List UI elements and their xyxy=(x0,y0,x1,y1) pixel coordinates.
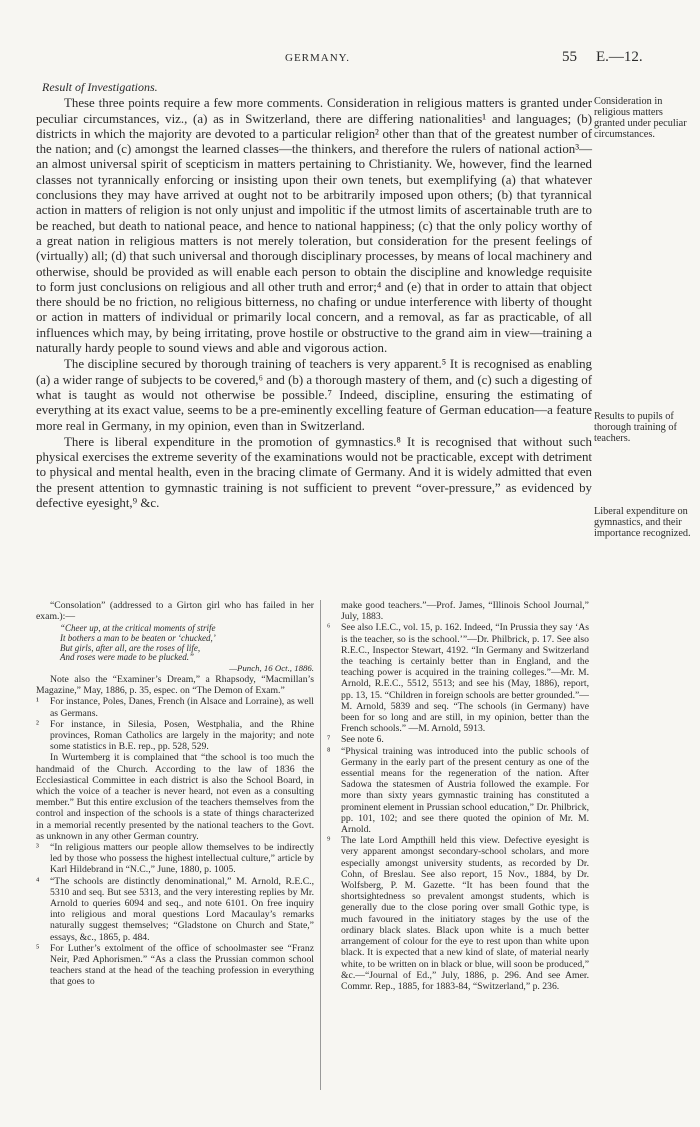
poem-line: “Cheer up, at the critical moments of strife xyxy=(60,623,216,634)
margin-note-teachers: Results to pupils of thorough training of teachers. xyxy=(594,411,677,444)
poem-quote xyxy=(60,624,314,662)
footnote-text: “In religious matters our people allow themselves to be indirectly led by those who possess the highest intellectual culture,” article by Karl Hildebrand in “N.C.,” June, 1880, p. 1005. xyxy=(50,842,314,876)
paragraph-discipline: The discipline secured by thorough training of teachers is very apparent.⁵ It is recognised as enabling (a) a wider range of subjects to be covered,⁶ and (b) a thorough mastery of them, and (c) such a digesting of what is taught as would not otherwise be possible.⁷ Indeed, discipline, ensuring the estimating of everything at its exact value, seems to be a pre-eminently excelling feature of German education—a feature more real in Germany, in my opinion, even than in Switzerland. xyxy=(36,357,592,433)
footnote-text: The late Lord Ampthill held this view. Defective eyesight is very apparent amongst secondary-school scholars, and more especially amongst university students, as recorded by Dr. Cohn, of Breslau. See also report, 15 Nov., 1884, by Dr. Wolfsberg, P. M. Gazette. “It has been found that the shortsightedness so prevalent amongst students, which is generally due to the close poring over small Gothic type, is much favoured in the initiatory stages by the use of the ordinary black slates. Black upon white is a much better arrangement of colour for the eye to rest upon than white upon black. It is expected that a new kind of slate, of material nearly white, to be written on in black or blue, will soon be produced,” &c.—“Journal of Ed.,” July, 1886, p. 296. And see Amer. Commr. Rep., 1885, for 1883-84, “Switzerland,” p. 236. xyxy=(341,835,589,992)
poem-line: And roses were made to be plucked.” xyxy=(60,652,195,663)
footnote-7 xyxy=(327,734,589,745)
footnote-number: ² xyxy=(36,718,39,730)
footnote-text: “Physical training was introduced into the public schools of Germany in the early part of the present century as one of the essential means for the regeneration of the nation. After Sadowa the statesmen of Austria followed the example. For more than sixty years gymnastic training has constituted a prominent element in Prussian school education,” Dr. Philbrick, pp. 101, 102; and see there quoted the opinion of Mr. M. Arnold. xyxy=(341,745,589,836)
page-number: 55 xyxy=(562,49,577,65)
footnote-wurtemberg: In Wurtemberg it is complained that “the school is too much the handmaid of the Church. According to the law of 1836 the Ecclesiastical Committee in each district is also the School Board, in which the voice of a teacher is never heard, not even as a consulting member.” But this entire exclusion of the teachers themselves from the control and inspection of the schools is a state of things characterized in a memorial recently presented by the national teachers to the Govt. as unknown in any other German country. xyxy=(36,752,314,842)
margin-note-religion: Consideration in religious matters granted under peculiar circumstances. xyxy=(594,96,687,140)
margin-note-gymnastics: Liberal expenditure on gymnastics, and their importance recognized. xyxy=(594,506,691,539)
footnote-number: ⁸ xyxy=(327,745,331,757)
footnote-4 xyxy=(36,876,314,943)
paragraph-religion: These three points require a few more comments. Consideration in religious matters is granted under peculiar circumstances, viz., (a) as in Switzerland, there are differing nationalities¹ and languages; (b) districts in which the majority are devoted to a particular religion² other than that of the greatest number of the nation; and (c) amongst the learned classes—the thinkers, and therefore the rulers of national action³—an almost universal spirit of scepticism in matters pertaining to Christianity. We, however, find the learned classes not tyrannically enforcing or insisting upon their own tenets, but exemplifying (a) that whatever conclusions they may have arrived at ought not to be arbitrarily imposed upon others; (b) that tyrannical action in matters of religion is not only unjust and impolitic if the utmost limits of ascertainable truth are to be reached, but death to national peace, and hence to national happiness; (c) that the only policy worthy of a great nation in religious matters is not merely toleration, but consideration for the present feelings of (virtually) all; (d) that such universal and thorough disciplinary processes, by means of local machinery and otherwise, should be provided as will enable each person to obtain the discipline and knowledge requisite to form just conclusions on religious and all other truth and error;⁴ and (e) that in order to attain that object there should be no friction, no religious bitterness, no chafing or undue interference with liberty of thought or action in matters of individual or primarily local concern, and a removal, as far as practicable, of all influences which may, by being irritating, prove hostile or obstructive to the grand aim in view—training a naturally hardy people to sound views and able and vigorous action. xyxy=(36,96,592,356)
footnote-number: ⁵ xyxy=(36,942,40,954)
footnote-text: “The schools are distinctly denominational,” M. Arnold, R.E.C., 5310 and seq. But see 5313, and the very interesting replies by Mr. Arnold to queries 6094 and seq., and note 6101. On free inquiry into religious and moral questions Lord Macaulay’s remarks naturally suggest themselves; “Gladstone on Church and State,” essays, &c., 1865, p. 484. xyxy=(50,875,314,943)
section-heading: Result of Investigations. xyxy=(42,80,158,94)
poem-line: It bothers a man to be beaten or ‘chucked,’ xyxy=(60,633,216,643)
poem-citation: —Punch, 16 Oct., 1886. xyxy=(229,662,314,673)
footnote-column-divider xyxy=(320,600,321,1090)
footnotes-left-column xyxy=(36,600,314,988)
footnotes-right-column xyxy=(327,600,589,992)
footnote-number: ⁴ xyxy=(36,875,40,887)
footnote-text: See also I.E.C., vol. 15, p. 162. Indeed, “In Prussia they say ‘As is the teacher, so is the school.’”—Dr. Philbrick, p. 17. See also R.E.C., Inspector Stewart, 4192. “In Germany and Switzerland the teaching is certainly better than in England, and the teaching power is acquired in the training colleges.”—Mr. M. Arnold, R.E.C., 5512, 5513; and see his (May, 1886), report, pp. 13, 15. “Children in foreign schools are better grounded.”—M. Arnold, 5839 and seq. “The schools (in Germany) have been for so long and are still, in my opinion, better than the French schools.” —M. Arnold, 5913. xyxy=(341,622,589,735)
footnote-number: ⁶ xyxy=(327,622,331,634)
footnote-text: For instance, Poles, Danes, French (in Alsace and Lorraine), as well as Germans. xyxy=(50,696,314,719)
footnote-number: ⁷ xyxy=(327,734,331,746)
series-number: E.—12. xyxy=(596,49,643,65)
footnote-number: ⁹ xyxy=(327,835,331,847)
footnote-9 xyxy=(327,835,589,992)
footnote-note-also: Note also the “Examiner’s Dream,” a Rhapsody, “Macmillan’s Magazine,” May, 1886, p. 35, espec. on “The Demon of Exam.” xyxy=(36,673,314,697)
header-title: GERMANY. xyxy=(285,52,350,64)
footnote-text: For instance, in Silesia, Posen, Westphalia, and the Rhine provinces, Roman Catholics are largely in the majority; and note some statistics in B.E. rep., pp. 528, 529. xyxy=(50,718,314,753)
footnote-1 xyxy=(36,696,314,718)
footnote-consolation: “Consolation” (addressed to a Girton girl who has failed in her exam.):— xyxy=(36,600,314,623)
footnote-6 xyxy=(327,622,589,734)
footnote-5-continued: make good teachers.”—Prof. James, “Illinois School Journal,” July, 1883. xyxy=(341,600,589,623)
footnote-5 xyxy=(36,943,314,988)
main-text xyxy=(36,80,592,511)
footnote-8 xyxy=(327,746,589,836)
running-header xyxy=(0,49,700,72)
footnote-3 xyxy=(36,842,314,876)
footnote-number: ³ xyxy=(36,842,39,854)
footnote-text: See note 6. xyxy=(341,734,384,746)
poem-line: But girls, after all, are the roses of life, xyxy=(60,642,201,653)
paragraph-gymnastics: There is liberal expenditure in the promotion of gymnastics.⁸ It is recognised that without such physical exercises the extreme severity of the examinations would not be practicable, except with detriment to physical and mental health, even in the bracing climate of Germany. And it is widely admitted that even the present attention to gymnastic training is not sufficient to prevent “over-pressure,” as evidenced by defective eyesight,⁹ &c. xyxy=(36,434,592,511)
footnote-number: ¹ xyxy=(36,696,39,708)
footnote-text: For Luther’s extolment of the office of schoolmaster see “Franz Neir, Pæd Aphorismen.” “As a class the Prussian common school teachers stand at the head of the teaching profession in everything that goes to xyxy=(50,942,314,988)
footnote-2 xyxy=(36,719,314,753)
